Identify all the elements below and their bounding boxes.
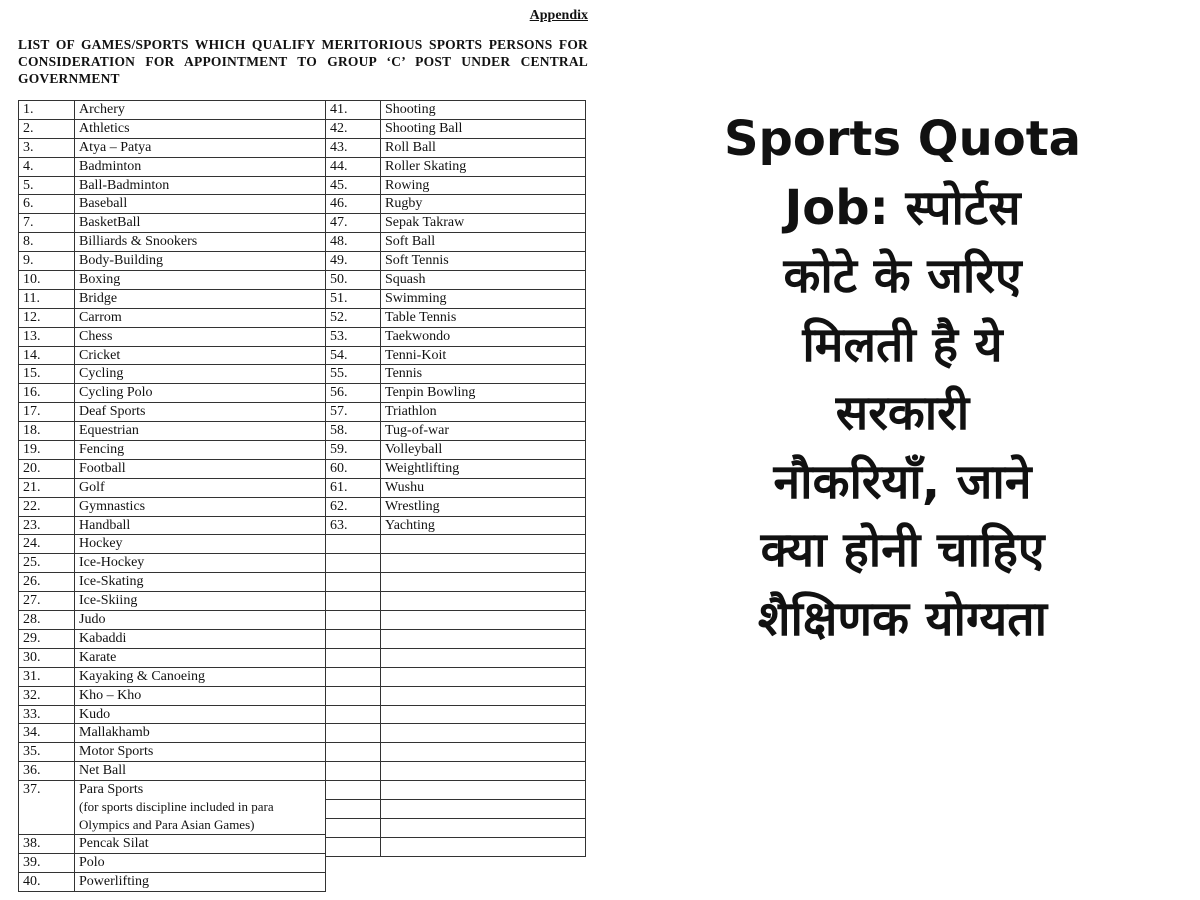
table-row [19,554,326,573]
row-number: 48. [326,233,381,252]
row-number: 17. [19,403,75,422]
sport-name: Kho – Kho [75,686,326,705]
table-row [19,724,326,743]
table-row [326,837,586,856]
row-number: 33. [19,705,75,724]
sport-name: Rugby [381,195,586,214]
sport-name: Ice-Skating [75,573,326,592]
row-number: 25. [19,554,75,573]
row-number: 51. [326,289,381,308]
table-row [19,214,326,233]
headline-line: शैक्षिणक योग्यता [757,590,1048,647]
headline-line: क्या होनी चाहिए [760,522,1045,578]
sports-table-right [325,100,586,857]
sport-name: Atya – Patya [75,138,326,157]
row-number [326,705,381,724]
table-row [19,648,326,667]
sport-name [381,837,586,856]
table-row [19,705,326,724]
table-row [326,724,586,743]
sport-name [381,762,586,781]
row-number: 47. [326,214,381,233]
sport-name: Pencak Silat [75,835,326,854]
row-number: 39. [19,853,75,872]
row-number: 7. [19,214,75,233]
table-row [19,441,326,460]
table-row [19,762,326,781]
sport-name [381,648,586,667]
table-row [326,271,586,290]
table-row [19,101,326,120]
row-number: 20. [19,459,75,478]
row-number: 58. [326,422,381,441]
sport-note: (for sports discipline included in para Olympics and Para Asian Games) [79,799,274,833]
sport-name [75,781,326,835]
sport-name-text: Para Sports [79,782,144,798]
sport-name: Baseball [75,195,326,214]
table-row [326,705,586,724]
row-number: 45. [326,176,381,195]
row-number: 42. [326,119,381,138]
sport-name [381,686,586,705]
row-number: 40. [19,872,75,891]
row-number: 31. [19,667,75,686]
table-row [326,667,586,686]
row-number: 23. [19,516,75,535]
sport-name: Kabaddi [75,629,326,648]
table-row [326,384,586,403]
sport-name: Football [75,459,326,478]
sport-name: Golf [75,478,326,497]
table-row [19,667,326,686]
sport-name: Mallakhamb [75,724,326,743]
sport-name [381,818,586,837]
sport-name: Motor Sports [75,743,326,762]
table-row [19,157,326,176]
table-row [326,422,586,441]
table-row [326,119,586,138]
table-row [19,289,326,308]
sport-name: Yachting [381,516,586,535]
row-number: 35. [19,743,75,762]
table-row [19,138,326,157]
row-number [326,724,381,743]
sport-name [381,667,586,686]
sport-name: Wrestling [381,497,586,516]
row-number: 6. [19,195,75,214]
row-number: 18. [19,422,75,441]
sport-name: Tug-of-war [381,422,586,441]
row-number: 19. [19,441,75,460]
table-row [326,327,586,346]
row-number [326,629,381,648]
table-row [19,327,326,346]
sport-name: Roll Ball [381,138,586,157]
sport-name: Weightlifting [381,459,586,478]
headline-line: Sports Quota [723,111,1082,167]
table-row [326,781,586,800]
row-number: 46. [326,195,381,214]
row-number [326,818,381,837]
table-row [19,611,326,630]
sport-name: Deaf Sports [75,403,326,422]
table-row [19,252,326,271]
table-row [19,195,326,214]
row-number: 10. [19,271,75,290]
row-number: 44. [326,157,381,176]
table-row [326,157,586,176]
table-row [326,535,586,554]
sport-name: Ice-Hockey [75,554,326,573]
table-row [19,629,326,648]
table-row [326,516,586,535]
sport-name [381,705,586,724]
sport-name: Tenpin Bowling [381,384,586,403]
row-number: 8. [19,233,75,252]
sport-name: Fencing [75,441,326,460]
row-number: 57. [326,403,381,422]
table-row [326,478,586,497]
sport-name: Karate [75,648,326,667]
sport-name: Sepak Takraw [381,214,586,233]
row-number [326,535,381,554]
headline-line: Job: स्पोर्टस [784,179,1021,236]
table-row [326,346,586,365]
table-row [326,214,586,233]
headline-line: नौकरियाँ, जाने [773,453,1032,510]
sport-name: Squash [381,271,586,290]
sport-name: Bridge [75,289,326,308]
row-number: 34. [19,724,75,743]
sport-name: BasketBall [75,214,326,233]
row-number [326,781,381,800]
row-number: 53. [326,327,381,346]
row-number: 54. [326,346,381,365]
sport-name: Badminton [75,157,326,176]
sport-name: Net Ball [75,762,326,781]
row-number: 63. [326,516,381,535]
row-number: 2. [19,119,75,138]
table-row [326,799,586,818]
sport-name: Polo [75,853,326,872]
sport-name: Body-Building [75,252,326,271]
table-row [19,346,326,365]
sport-name [381,724,586,743]
row-number: 52. [326,308,381,327]
table-row [326,459,586,478]
row-number: 1. [19,101,75,120]
row-number: 15. [19,365,75,384]
row-number: 32. [19,686,75,705]
table-row [19,592,326,611]
table-row [19,853,326,872]
headline-line: कोटे के जरिए [783,248,1022,304]
sport-name: Judo [75,611,326,630]
table-row [19,872,326,891]
sport-name [381,781,586,800]
row-number: 26. [19,573,75,592]
row-number: 5. [19,176,75,195]
sport-name: Volleyball [381,441,586,460]
sport-name: Rowing [381,176,586,195]
sport-name: Powerlifting [75,872,326,891]
document-title: LIST OF GAMES/SPORTS WHICH QUALIFY MERITORIOUS SPORTS PERSONS FOR CONSIDERATION FOR APPOINTMENT TO GROUP ‘C’ POST UNDER CENTRAL GOVERNMENT [18,37,588,86]
sport-name: Billiards & Snookers [75,233,326,252]
table-row [19,403,326,422]
table-row [326,592,586,611]
table-row [326,252,586,271]
table-row [326,762,586,781]
table-row [326,101,586,120]
sport-name: Soft Tennis [381,252,586,271]
table-row [326,554,586,573]
table-row [326,743,586,762]
table-row [19,119,326,138]
table-row [19,308,326,327]
table-row [326,818,586,837]
sport-name: Soft Ball [381,233,586,252]
row-number [326,592,381,611]
row-number: 13. [19,327,75,346]
sport-name: Hockey [75,535,326,554]
row-number: 9. [19,252,75,271]
headline-line: सरकारी [835,385,970,441]
row-number [326,686,381,705]
table-row [19,233,326,252]
table-row [19,384,326,403]
appendix-label: Appendix [529,8,588,23]
row-number: 16. [19,384,75,403]
sport-name: Shooting Ball [381,119,586,138]
row-number: 62. [326,497,381,516]
table-row [326,365,586,384]
row-number: 43. [326,138,381,157]
sport-name: Taekwondo [381,327,586,346]
row-number: 24. [19,535,75,554]
row-number [326,799,381,818]
table-row [326,629,586,648]
table-row [19,686,326,705]
row-number [326,762,381,781]
sport-name: Cricket [75,346,326,365]
sport-name: Kudo [75,705,326,724]
sports-table-left [18,100,326,892]
sport-name: Boxing [75,271,326,290]
table-row [326,233,586,252]
table-row [19,176,326,195]
row-number: 37. [19,781,75,835]
row-number: 41. [326,101,381,120]
row-number [326,648,381,667]
row-number: 56. [326,384,381,403]
sport-name: Cycling Polo [75,384,326,403]
table-row [19,478,326,497]
sport-name: Ice-Skiing [75,592,326,611]
row-number [326,554,381,573]
headline [610,105,1195,653]
sport-name [381,629,586,648]
table-row [19,535,326,554]
row-number: 11. [19,289,75,308]
row-number: 4. [19,157,75,176]
table-row [326,648,586,667]
table-row [19,271,326,290]
sport-name [381,535,586,554]
table-row [326,195,586,214]
sport-name [381,611,586,630]
row-number: 50. [326,271,381,290]
sport-name: Roller Skating [381,157,586,176]
row-number: 36. [19,762,75,781]
table-row [19,781,326,835]
table-row [326,176,586,195]
row-number: 60. [326,459,381,478]
row-number: 30. [19,648,75,667]
sport-name: Chess [75,327,326,346]
sport-name: Handball [75,516,326,535]
row-number: 49. [326,252,381,271]
sport-name [381,554,586,573]
row-number [326,837,381,856]
sport-name: Equestrian [75,422,326,441]
row-number: 12. [19,308,75,327]
row-number: 29. [19,629,75,648]
table-row [326,573,586,592]
table-row [326,138,586,157]
sport-name [381,743,586,762]
table-row [19,835,326,854]
row-number: 55. [326,365,381,384]
table-row [326,403,586,422]
table-row [326,289,586,308]
row-number: 61. [326,478,381,497]
sport-name [381,799,586,818]
row-number [326,573,381,592]
table-row [326,497,586,516]
row-number: 28. [19,611,75,630]
sport-name [381,573,586,592]
table-row [326,441,586,460]
table-row [19,497,326,516]
row-number: 38. [19,835,75,854]
row-number: 22. [19,497,75,516]
row-number: 27. [19,592,75,611]
row-number [326,743,381,762]
sport-name: Swimming [381,289,586,308]
row-number: 21. [19,478,75,497]
sport-name: Athletics [75,119,326,138]
row-number [326,611,381,630]
sport-name: Table Tennis [381,308,586,327]
table-row [326,611,586,630]
table-row [326,686,586,705]
sport-name: Triathlon [381,403,586,422]
sport-name: Carrom [75,308,326,327]
sport-name: Archery [75,101,326,120]
row-number: 3. [19,138,75,157]
headline-line: मिलती है ये [802,316,1003,373]
table-row [19,743,326,762]
table-row [19,459,326,478]
sport-name [381,592,586,611]
table-row [326,308,586,327]
sport-name: Gymnastics [75,497,326,516]
sport-name: Cycling [75,365,326,384]
table-row [19,365,326,384]
sport-name: Kayaking & Canoeing [75,667,326,686]
row-number: 14. [19,346,75,365]
table-row [19,573,326,592]
sport-name: Tennis [381,365,586,384]
sport-name: Ball-Badminton [75,176,326,195]
sport-name: Tenni-Koit [381,346,586,365]
sport-name: Shooting [381,101,586,120]
sport-name: Wushu [381,478,586,497]
table-row [19,516,326,535]
row-number [326,667,381,686]
table-row [19,422,326,441]
row-number: 59. [326,441,381,460]
